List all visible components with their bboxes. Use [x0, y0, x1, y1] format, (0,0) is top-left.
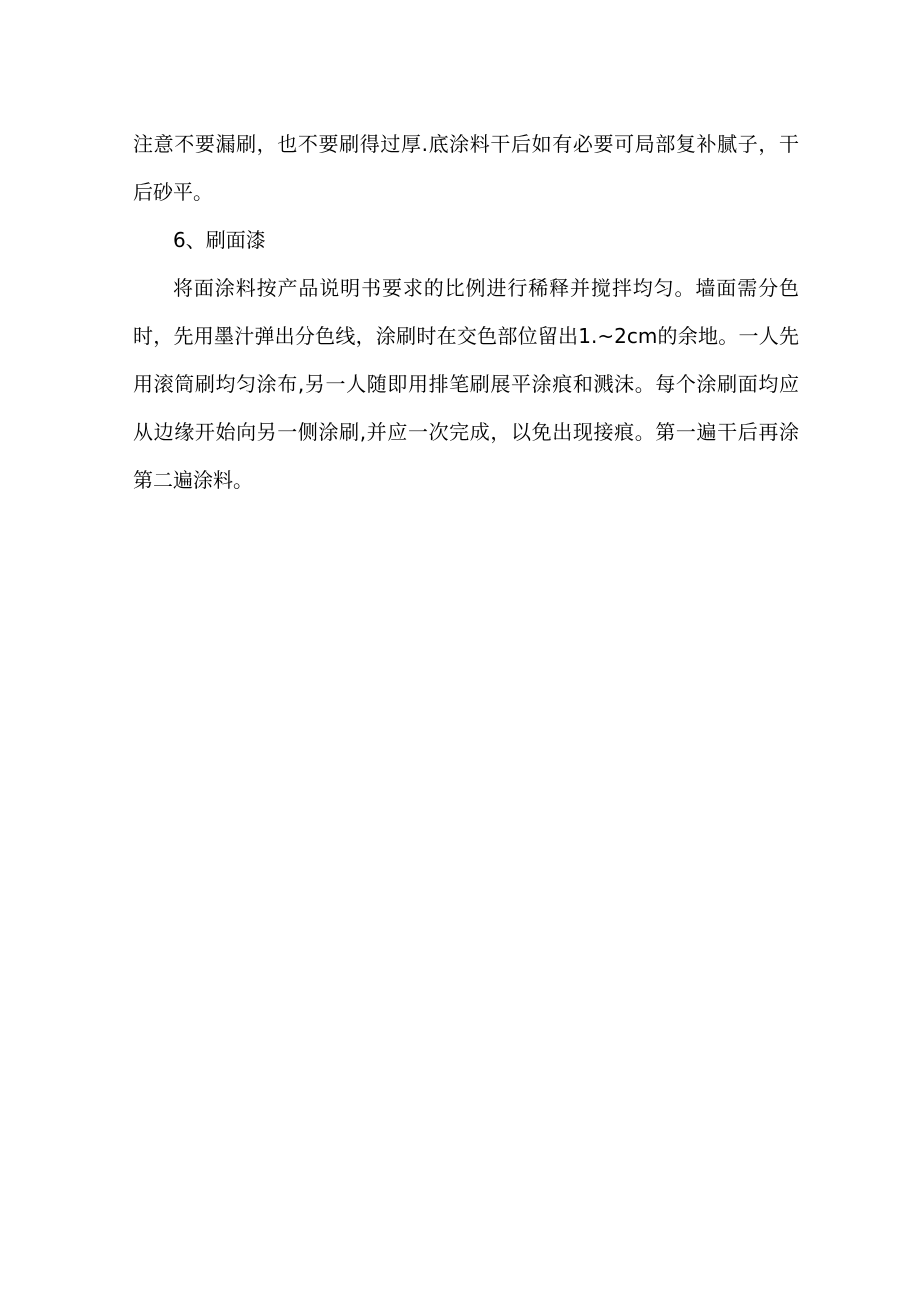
- paragraph-finish-coat: 将面涂料按产品说明书要求的比例进行稀释并搅拌均匀。墙面需分色时，先用墨汁弹出分色线，涂刷时在交色部位留出1.~2cm的余地。一人先用滚筒刷均匀涂布,另一人随即用排笔刷展平涂痕和溅沫。每个涂刷面均应从边缘开始向另一侧涂刷,并应一次完成，以免出现接痕。第一遍干后再涂第二遍涂料。: [133, 276, 799, 492]
- paragraph-continuation: 注意不要漏刷，也不要刷得过厚.底涂料干后如有必要可局部复补腻子，干后砂平。: [133, 132, 799, 204]
- document-body: [133, 120, 799, 504]
- section-heading-6: 6、刷面漆: [173, 228, 266, 252]
